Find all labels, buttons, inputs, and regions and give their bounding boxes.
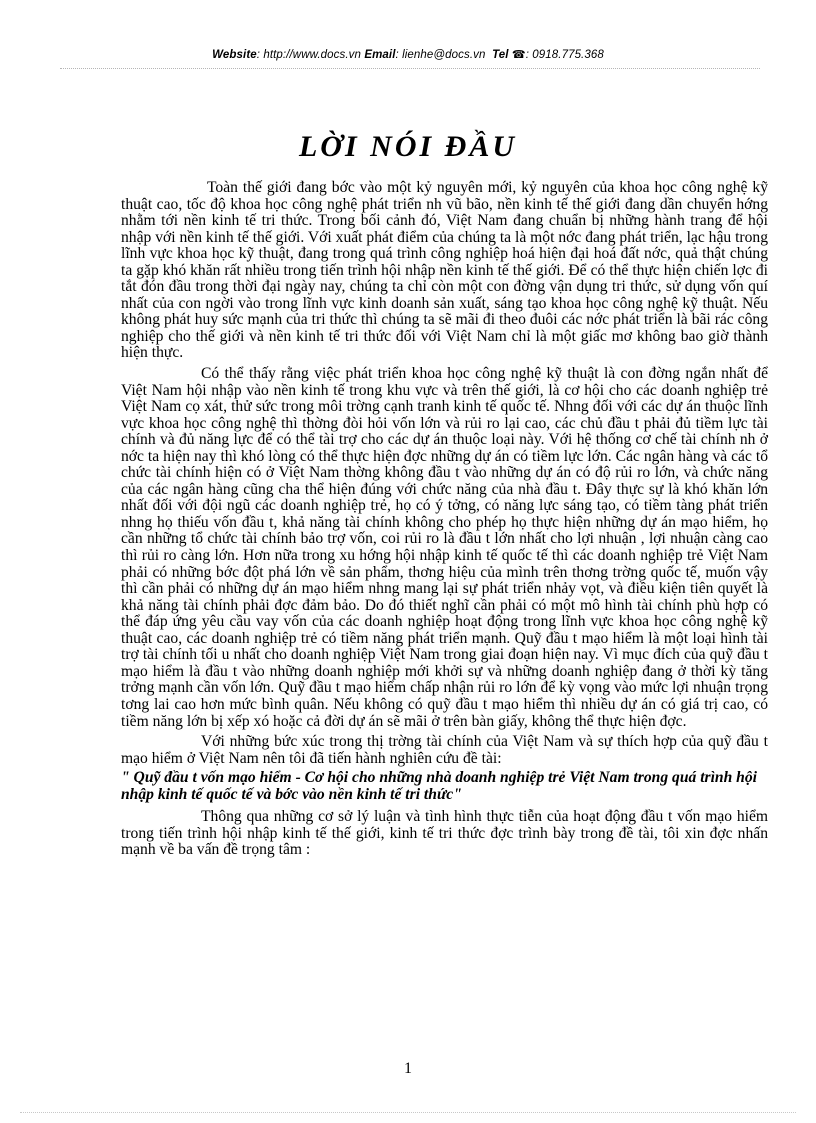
research-topic-quote: " Quỹ đầu t vốn mạo hiểm - Cơ hội cho những nhà doanh nghiệp trẻ Việt Nam trong quá trình hội nhập kinh tế quốc tế và bớc vào nền kinh tế tri thức" — [121, 769, 757, 803]
footer-divider — [20, 1112, 796, 1113]
paragraph-1: Toàn thế giới đang bớc vào một kỷ nguyên mới, kỷ nguyên của khoa học công nghệ kỹ thuật cao, tốc độ khoa học công nghệ phát triển nh vũ bão, nền kinh tế thế giới đang dần chuyển hớng nhằm tới nền kinh tế tri thức. Trong bối cảnh đó, Việt Nam đang chuẩn bị những hành trang để hội nhập với nền kinh tế thế giới. Với xuất phát điểm của chúng ta là một nớc đang phát triển, lạc hậu trong lĩnh vực khoa học kỹ thuật, đang trong quá trình công nghiệp hoá hiện đại hoá đất nớc, quả thật chúng ta gặp khó khăn rất nhiều trong tiến trình hội nhập nền kinh tế thế giới. Để có thể thực hiện chiến lợc đi tắt đón đầu trong thời đại ngày nay, chúng ta chỉ còn một con đờng vận dụng tri thức, sử dụng vốn quí nhất của con ngời vào trong lĩnh vực kinh doanh sản xuất, sáng tạo khoa học công nghệ kỹ thuật. Nếu không phát huy sức mạnh của tri thức thì chúng ta sẽ mãi đi theo đuôi các nớc phát triển là bãi rác công nghiệp cho thế giới và nền kinh tế tri thức đối với Việt Nam chỉ là một giấc mơ không bao giờ thành hiện thực. — [121, 179, 768, 362]
closing-paragraph: Thông qua những cơ sở lý luận và tình hình thực tiễn của hoạt động đầu t vốn mạo hiểm trong tiến trình hội nhập kinh tế thế giới, kinh tế tri thức đợc trình bày trong đề tài, tôi xin đợc nhấn mạnh về ba vấn đề trọng tâm : — [121, 808, 768, 859]
header-divider — [60, 68, 760, 69]
page-title: LỜI NÓI ĐẦU — [298, 130, 517, 163]
email-label: Email — [364, 49, 396, 61]
website-value: : http://www.docs.vn — [256, 49, 362, 61]
paragraph-3: Với những bức xúc trong thị trờng tài chính của Việt Nam và sự thích hợp của quỹ đầu t mạo hiểm ở Việt Nam nên tôi đã tiến hành nghiên cứu đề tài: — [121, 733, 768, 767]
phone-icon: ☎ — [511, 49, 526, 61]
page-header — [0, 48, 816, 61]
website-label: Website — [212, 49, 257, 61]
document-body — [121, 180, 768, 863]
page-number: 1 — [404, 1060, 412, 1077]
paragraph-2: Có thể thấy rằng việc phát triển khoa học công nghệ kỹ thuật là con đờng ngắn nhất để Việt Nam hội nhập vào nền kinh tế trong khu vực và trên thế giới, là cơ hội cho các doanh nghiệp trẻ Việt Nam cọ xát, thử sức trong môi trờng cạnh tranh kinh tế quốc tế. Nhng đối với các dự án thuộc lĩnh vực khoa học công nghệ thì thờng đòi hỏi vốn lớn và rủi ro lại cao, các chủ đầu t phải đủ tiềm lực tài chính và đủ năng lực để có thể tài trợ cho các dự án thuộc loại này. Với hệ thống cơ chế tài chính nh ở nớc ta hiện nay thì khó lòng có thể thực hiện đợc những dự án có tiềm lực lớn. Các ngân hàng và các tổ chức tài chính hiện có ở Việt Nam thờng không đầu t vào những dự án có độ rủi ro lớn, và chức năng của các ngân hàng cũng cha thể hiện đúng với chức năng của nhà đầu t. Đây thực sự là khó khăn lớn nhất đối với đội ngũ các doanh nghiệp trẻ, họ có ý tởng, có năng lực sáng tạo, có tiềm tàng phát triển nhng họ thiếu vốn đầu t, khả năng tài chính không cho phép họ thực hiện những dự án mạo hiểm, họ cần những tổ chức tài chính bảo trợ vốn, coi rủi ro là đầu t lớn nhất cho lợi nhuận , lợi nhuận càng cao thì rủi ro càng lớn. Hơn nữa trong xu hớng hội nhập kinh tế quốc tế thì các doanh nghiệp trẻ Việt Nam phải có những bớc đột phá lớn về sản phẩm, thơng hiệu của mình trên thơng trờng quốc tế, muốn vậy thì cần phải có những dự án mạo hiểm nhng mang lại sự phát triển nhảy vọt, và điều kiện tiên quyết là khả năng tài chính phải đợc đảm bảo. Do đó thiết nghĩ cần phải có một mô hình tài chính phù hợp có thể đáp ứng yêu cầu vay vốn của các doanh nghiệp hoạt động trong lĩnh vực khoa học công nghệ kỹ thuật cao, các doanh nghiệp trẻ có tiềm năng phát triển mạnh. Quỹ đầu t mạo hiểm là một loại hình tài trợ tài chính tối u nhất cho doanh nghiệp Việt Nam trong giai đoạn hiện nay. Vì mục đích của quỹ đầu t mạo hiểm là đầu t vào những doanh nghiệp mới khởi sự và những doanh nghiệp đang ở thời kỳ tăng trởng mạnh cần vốn lớn. Quỹ đầu t mạo hiểm chấp nhận rủi ro lớn để kỳ vọng vào mức lợi nhuận trọng tơng lai cao hơn mức bình quân. Nếu không có quỹ đầu t mạo hiểm thì nhiều dự án có giá trị cao, có tiềm năng lớn bị xếp xó hoặc cả đời dự án sẽ mãi ở trên bàn giấy, không thể thực hiện đợc. — [121, 365, 768, 730]
email-value: : lienhe@docs.vn — [395, 49, 486, 61]
tel-value: : 0918.775.368 — [525, 49, 604, 61]
tel-label: Tel — [492, 49, 509, 61]
